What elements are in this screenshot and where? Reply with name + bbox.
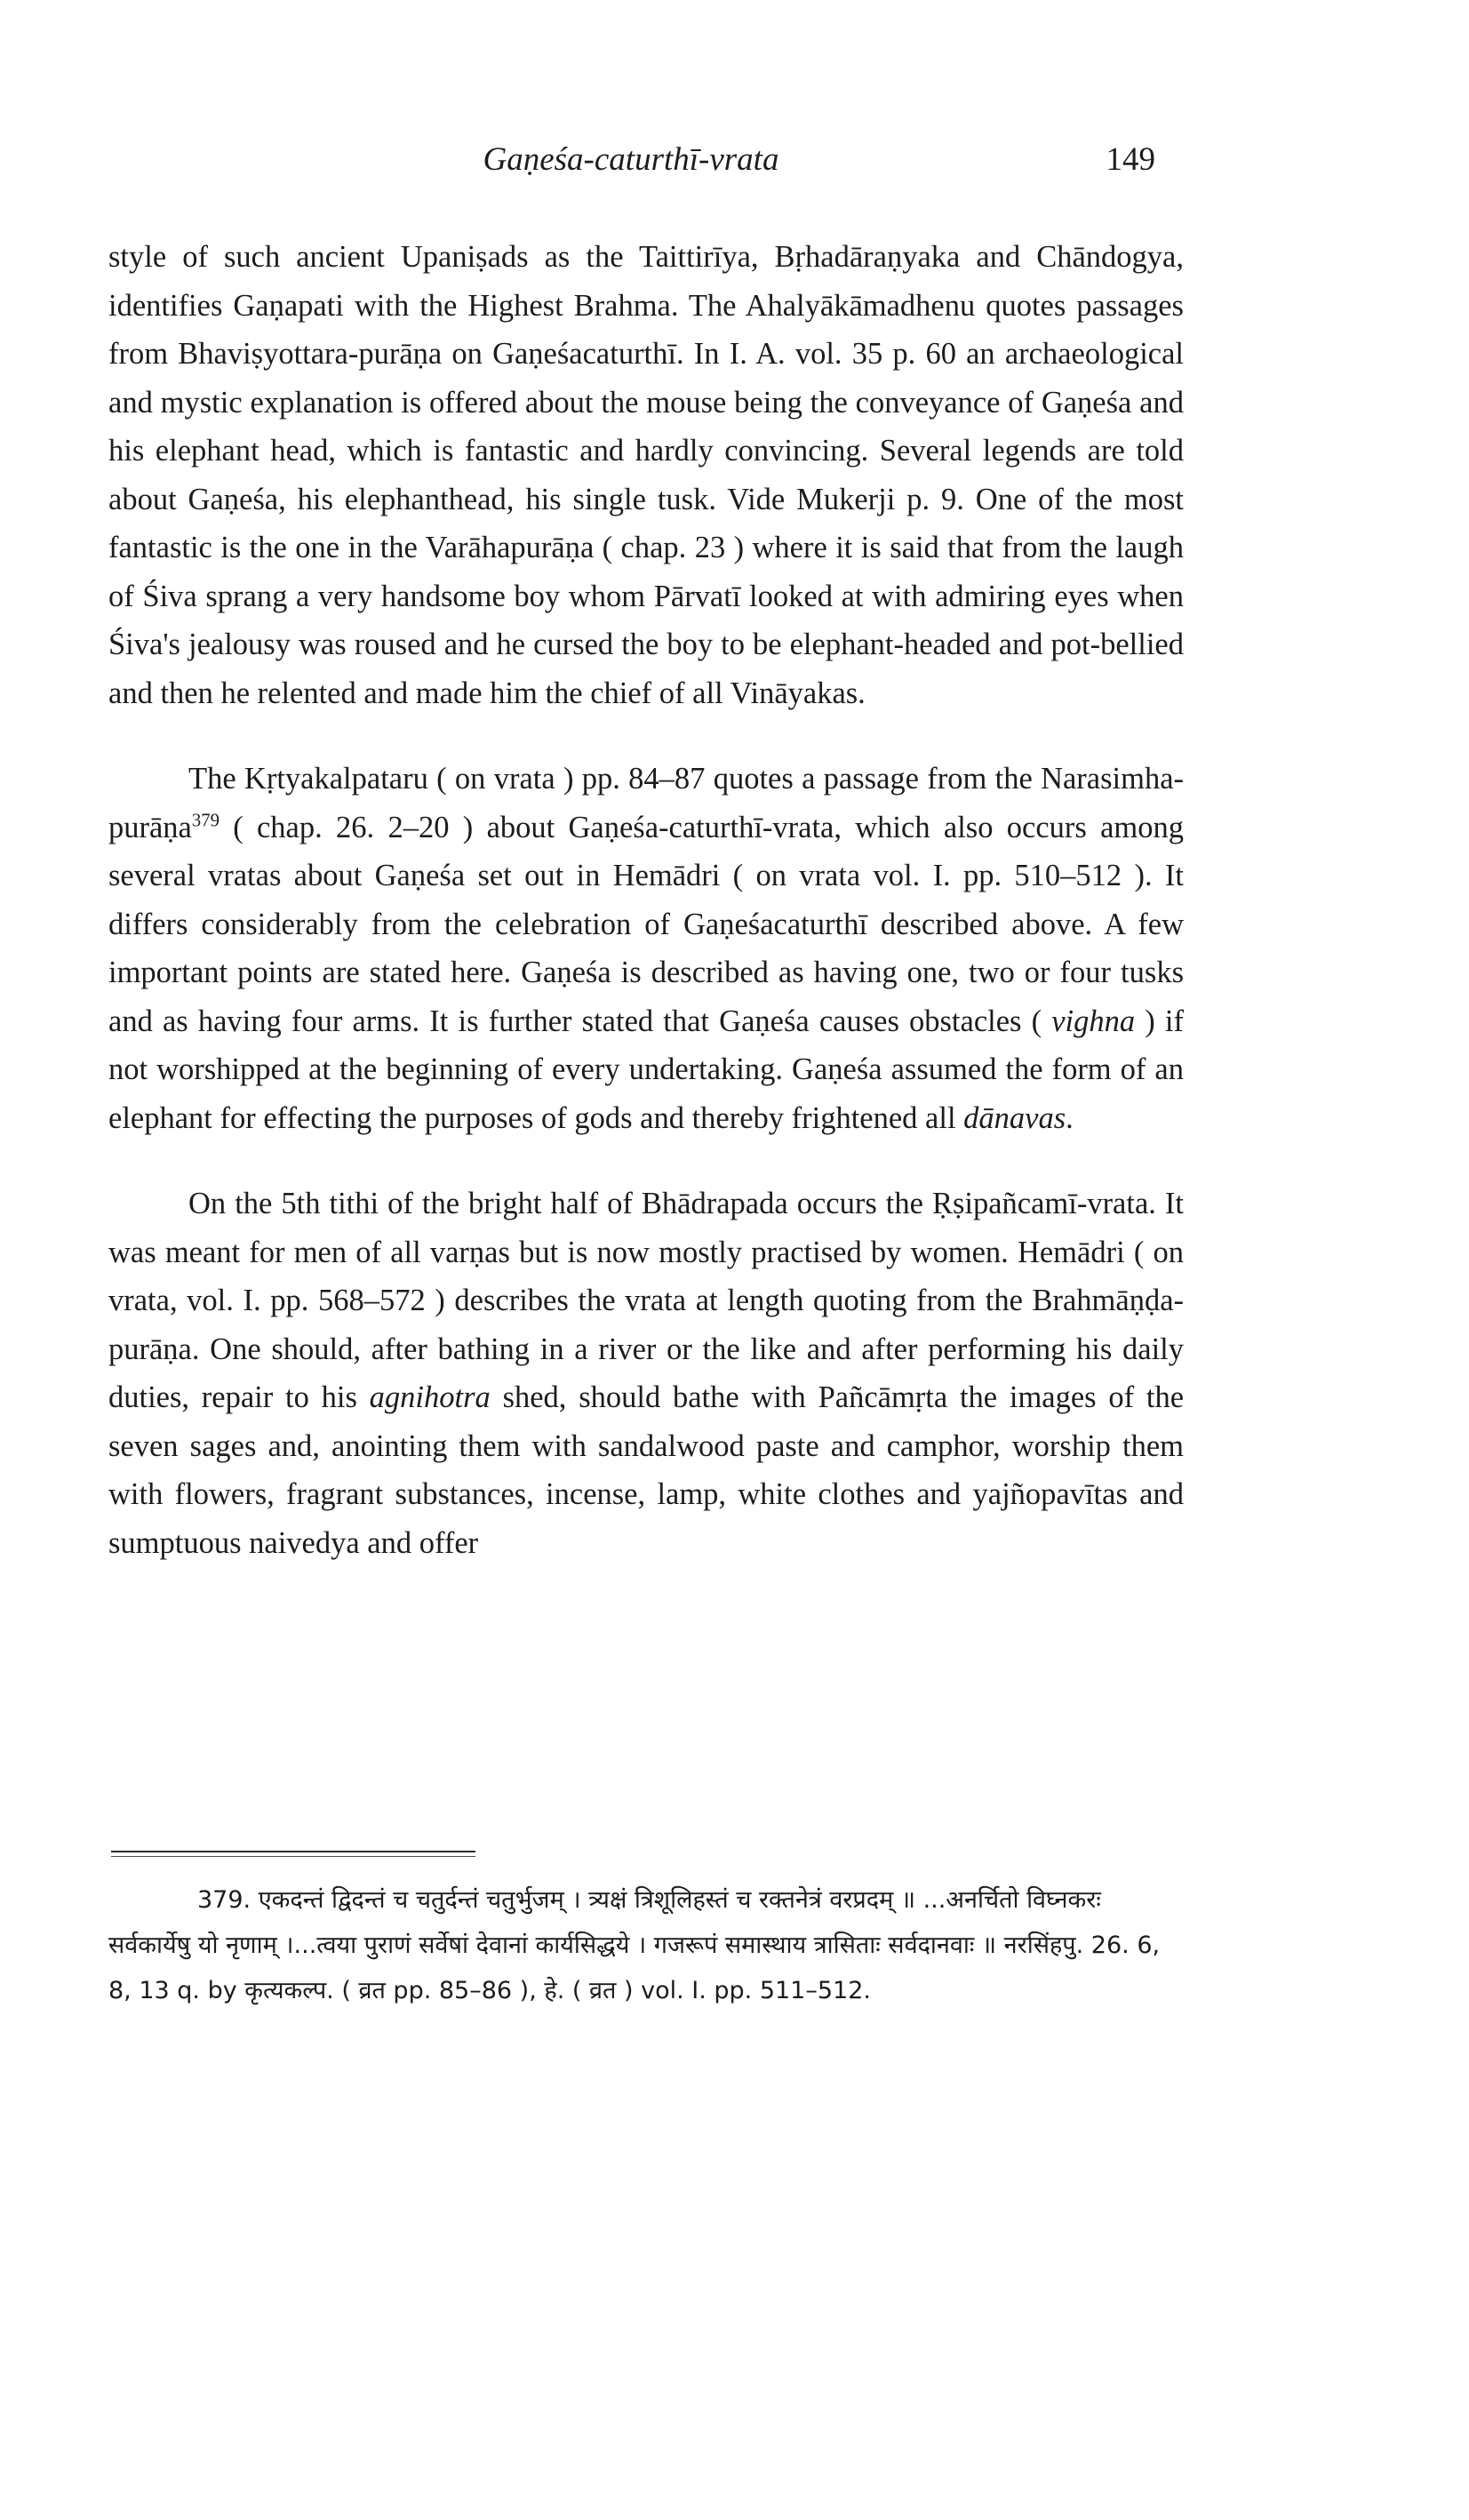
paragraph-3-text-b: shed, should bathe with Pañcāmṛta the images of the seven sages and, anointing them with sandalwood paste and camphor, worship them with flowers, fragrant substances, incense, lamp, white clothes and yajñopavītas and sumptuous naivedya and offer	[108, 1380, 1185, 1560]
paragraph-1	[108, 233, 1184, 717]
footnote-ref: 379	[191, 811, 220, 830]
paragraph-1-text: style of such ancient Upaniṣads as the Taittirīya, Bṛhadāraṇyaka and Chāndogya, identifies Gaṇapati with the Highest Brahma. The Ahalyākāmadhenu quotes passages from Bhaviṣyottara-purāṇa on Gaṇeśacaturthī. In I. A. vol. 35 p. 60 an archaeological and mystic explanation is offered about the mouse being the conveyance of Gaṇeśa and his elephant head, which is fantastic and hardly convincing. Several legends are told about Gaṇeśa, his elephanthead, his single tusk. Vide Mukerji p. 9. One of the most fantastic is the one in the Varāhapurāṇa ( chap. 23 ) where it is said that from the laugh of Śiva sprang a very handsome boy whom Pārvatī looked at with admiring eyes when Śiva's jealousy was roused and he cursed the boy to be elephant-headed and pot-bellied and then he relented and made him the chief of all Vināyakas.	[108, 240, 1184, 710]
paragraph-2-text-b: ( chap. 26. 2–20 ) about Gaṇeśa-caturthī-vrata, which also occurs among several vratas about Gaṇeśa set out in Hemādri ( on vrata vol. I. pp. 510–512 ). It differs considerably from the celebration of Gaṇeśacaturthī described above. A few important points are stated here. Gaṇeśa is described as having one, two or four tusks and as having four arms. It is further stated that Gaṇeśa causes obstacles (	[108, 810, 1184, 1038]
footnote-text: एकदन्तं द्विदन्तं च चतुर्दन्तं चतुर्भुजम् । त्र्यक्षं त्रिशूलिहस्तं च रक्तनेत्रं वरप्रदम् ॥ ...अनर्चितो विघ्नकरः सर्वकार्येषु यो नृणाम् ।...त्वया पुराणं सर्वेषां देवानां कार्यसिद्धये । गजरूपं समास्थाय त्रासिताः सर्वदानवाः ॥ नरसिंहपु. 26. 6, 8, 13 q. by कृत्यकल्प. ( व्रत pp. 85–86 ), हे. ( व्रत ) vol. I. pp. 511–512.	[108, 1886, 1161, 2004]
paragraph-3-text-a: On the 5th tithi of the bright half of Bhādrapada occurs the Ṛṣipañcamī-vrata. It was meant for men of all varṇas but is now mostly practised by women. Hemādri ( on vrata, vol. I. pp. 568–572 ) describes the vrata at length quoting from the Brahmāṇḍa-purāṇa. One should, after bathing in a river or the like and after performing his daily duties, repair to his	[108, 1187, 1184, 1414]
footnote-number: 379.	[197, 1886, 251, 1914]
paragraph-3	[108, 1180, 1184, 1567]
footnote-rule	[111, 1851, 475, 1852]
term-danavas: dānavas	[963, 1100, 1066, 1135]
page-header	[107, 140, 1155, 194]
footnote	[108, 1877, 1184, 2013]
footnote-rule-secondary	[111, 1856, 475, 1857]
paragraph-2-text-c: ) if not worshipped at the beginning of every undertaking. Gaṇeśa assumed the form of an elephant for effecting the purposes of gods and thereby frightened all	[108, 1004, 1184, 1135]
paragraph-2	[108, 755, 1184, 1142]
running-title: Gaṇeśa-caturthī-vrata	[483, 141, 779, 178]
paragraph-2-end: .	[1066, 1100, 1074, 1135]
main-text	[108, 233, 1184, 1604]
paragraph-2-text-a: The Kṛtyakalpataru ( on vrata ) pp. 84–87 quotes a passage from the Narasimha-purāṇa	[108, 762, 1184, 844]
term-vighna: vighna	[1051, 1004, 1136, 1038]
term-agnihotra: agnihotra	[369, 1380, 491, 1414]
page-number: 149	[1106, 141, 1155, 178]
